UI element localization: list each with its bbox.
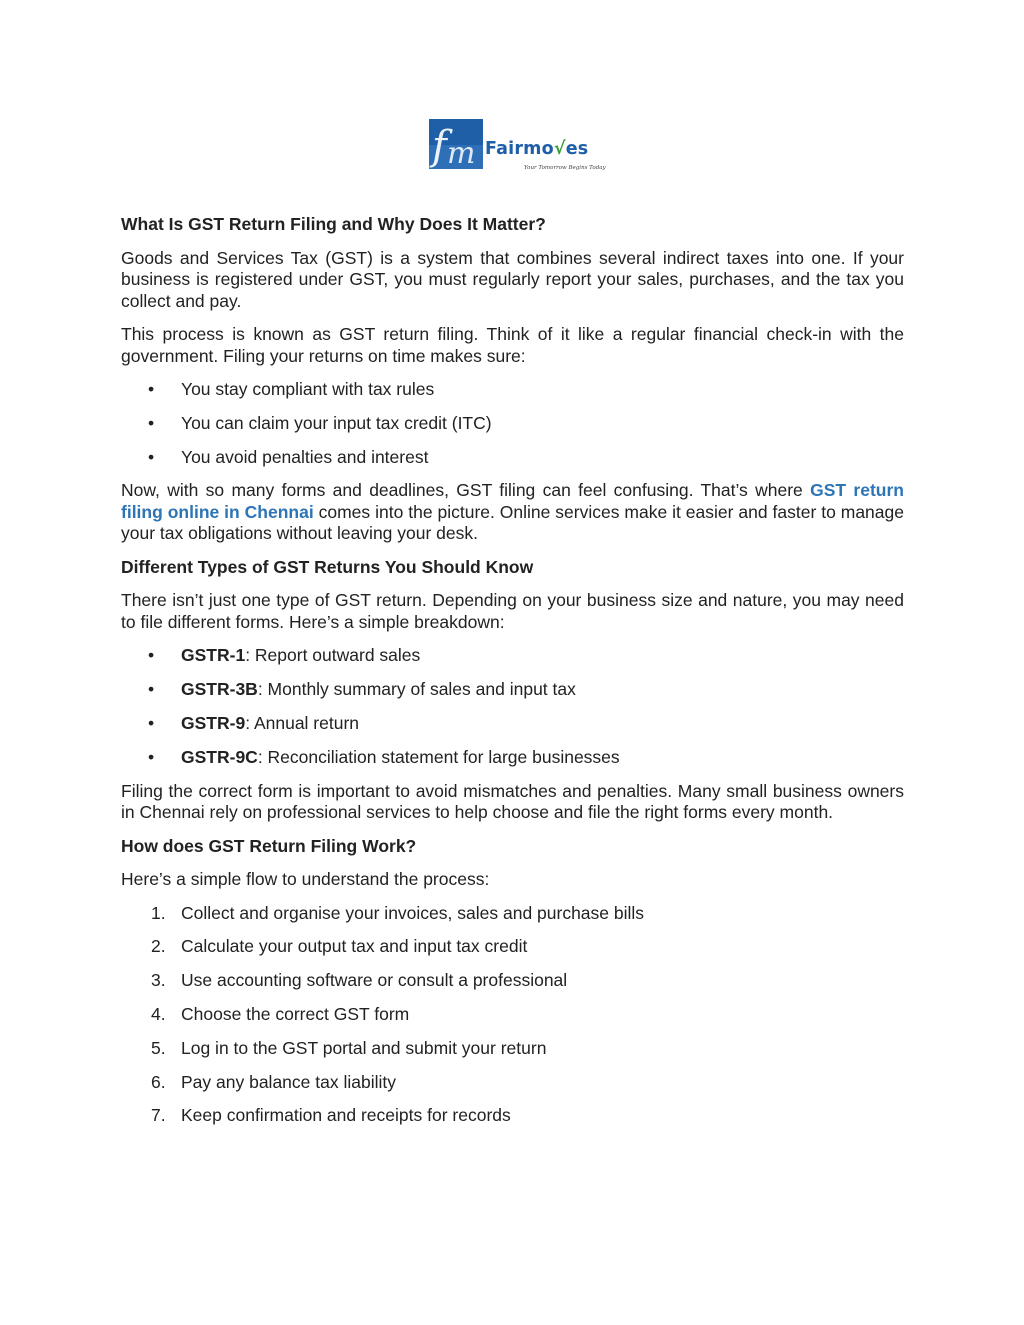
paragraph: Here’s a simple flow to understand the process:: [121, 869, 490, 890]
list-item: • GSTR-9C: Reconciliation statement for large businesses: [148, 746, 620, 767]
list-item: • GSTR-9: Annual return: [148, 712, 360, 733]
bullet-icon: •: [148, 379, 155, 399]
fm-monogram: [429, 119, 483, 169]
list-item: • You stay compliant with tax rules: [148, 379, 435, 399]
document-body: [121, 214, 904, 1139]
section-heading: Different Types of GST Returns You Should Know: [121, 556, 534, 577]
paragraph: There isn’t just one type of GST return. Depending on your business size and nature, you may need to file different forms. Here’s a simple breakdown:: [121, 590, 904, 632]
list-item: 2. Calculate your output tax and input tax credit: [151, 936, 528, 957]
list-item: • GSTR-1: Report outward sales: [148, 645, 421, 666]
bullet-icon: •: [148, 679, 155, 700]
bullet-icon: •: [148, 645, 155, 666]
list-item: • GSTR-3B: Monthly summary of sales and input tax: [148, 679, 576, 700]
logo-tagline: Your Tomorrow Begins Today: [524, 165, 606, 171]
svg-text:f: f: [432, 123, 447, 169]
paragraph: Now, with so many forms and deadlines, GST filing can feel confusing. That’s where GST return filing online in Chennai comes into the picture. Online services make it easier and faster to manage your tax obligations without leaving your desk.: [121, 480, 904, 544]
bullet-icon: •: [148, 446, 155, 467]
list-item: 5. Log in to the GST portal and submit your return: [151, 1037, 547, 1058]
numbered-list: [121, 903, 904, 1127]
bullet-icon: •: [148, 412, 155, 433]
svg-text:m: m: [447, 136, 476, 169]
bullet-icon: •: [148, 746, 155, 767]
section-heading: What Is GST Return Filing and Why Does It Matter?: [121, 214, 546, 234]
list-item: 4. Choose the correct GST form: [151, 1003, 410, 1024]
logo-wordmark: Fairmo√es: [485, 139, 589, 159]
list-item: 7. Keep confirmation and receipts for records: [151, 1105, 511, 1126]
bullet-list: [121, 645, 904, 768]
list-item: 1. Collect and organise your invoices, sales and purchase bills: [151, 902, 645, 923]
section-heading: How does GST Return Filing Work?: [121, 835, 417, 856]
list-item: • You can claim your input tax credit (ITC): [148, 412, 492, 433]
list-item: 6. Pay any balance tax liability: [151, 1071, 396, 1092]
bullet-list: [121, 379, 904, 468]
list-item: 3. Use accounting software or consult a professional: [151, 970, 568, 991]
bullet-icon: •: [148, 712, 155, 733]
paragraph: Goods and Services Tax (GST) is a system that combines several indirect taxes into one. If your business is registered under GST, you must regularly report your sales, purchases, and the tax you collect and pay.: [121, 247, 904, 311]
list-item: • You avoid penalties and interest: [148, 446, 429, 467]
fairmoves-logo: [429, 119, 606, 175]
gst-filing-chennai-link[interactable]: GST return filing online in Chennai: [121, 480, 904, 522]
paragraph: This process is known as GST return filing. Think of it like a regular financial check-in with the government. Filing your returns on time makes sure:: [121, 324, 904, 366]
paragraph: Filing the correct form is important to avoid mismatches and penalties. Many small business owners in Chennai rely on professional services to help choose and file the right forms every month.: [121, 780, 904, 823]
